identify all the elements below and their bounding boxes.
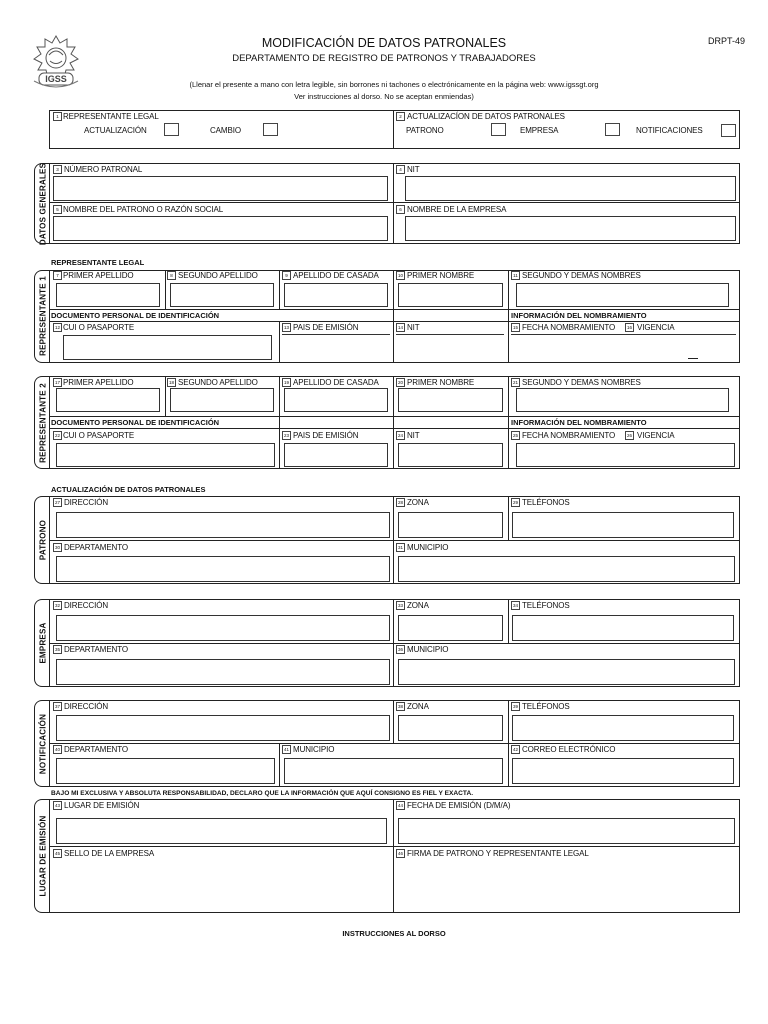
- notificacion-municipio-input[interactable]: [284, 758, 503, 784]
- field-number-23: 23: [283, 433, 289, 438]
- footer-instrucciones: INSTRUCCIONES AL DORSO: [342, 929, 446, 938]
- form-code: DRPT-49: [708, 36, 746, 46]
- form-title: MODIFICACIÓN DE DATOS PATRONALES: [261, 36, 507, 50]
- field-number-4: 4: [396, 165, 405, 174]
- rep1-pais-label: PAIS DE EMISIÓN: [293, 323, 359, 332]
- rep1-pais-input[interactable]: [282, 334, 390, 361]
- field-number-38: 38: [397, 704, 403, 709]
- patrono-municipio-label: MUNICIPIO: [407, 543, 449, 552]
- field-number-41: 41: [283, 747, 289, 752]
- field-number-34: 34: [512, 603, 518, 608]
- rep1-primer-apellido-input[interactable]: [56, 283, 160, 307]
- cambio-label: CAMBIO: [210, 126, 241, 135]
- rep1-nit-label: NIT: [407, 323, 420, 332]
- empresa-direccion-input[interactable]: [56, 615, 390, 641]
- lugar-emision-label: LUGAR DE EMISIÓN: [64, 801, 140, 810]
- empresa-municipio-input[interactable]: [398, 659, 735, 685]
- rep2-doc-heading: DOCUMENTO PERSONAL DE IDENTIFICACIÓN: [51, 418, 220, 427]
- field-number-6: 6: [396, 205, 405, 214]
- rep1-vigencia-input[interactable]: [626, 334, 736, 361]
- rep1-segundo-nombres-label: SEGUNDO Y DEMÁS NOMBRES: [522, 271, 641, 280]
- field-number-3: 3: [53, 165, 62, 174]
- rep2-cui-input[interactable]: [56, 443, 275, 467]
- rep2-apellido-casada-label: APELLIDO DE CASADA: [293, 378, 379, 387]
- field-number-15: 15: [512, 325, 518, 330]
- patrono-zona-input[interactable]: [398, 512, 503, 538]
- empresa-side-label: EMPRESA: [38, 622, 48, 664]
- act-datos-label: ACTUALIZACÍON DE DATOS PATRONALES: [407, 112, 565, 121]
- patrono-direccion-input[interactable]: [56, 512, 390, 538]
- empresa-option-label: EMPRESA: [520, 126, 559, 135]
- rep2-primer-nombre-input[interactable]: [398, 388, 503, 412]
- field-number-35: 35: [54, 647, 60, 652]
- rep1-info-heading: INFORMACIÓN DEL NOMBRAMIENTO: [511, 311, 647, 320]
- patrono-municipio-input[interactable]: [398, 556, 735, 582]
- nit-label: NIT: [407, 165, 420, 174]
- empresa-zona-label: ZONA: [407, 601, 429, 610]
- fecha-emision-label: FECHA DE EMISIÓN (D/M/A): [407, 801, 511, 810]
- nombre-patrono-input[interactable]: [53, 216, 388, 241]
- notificacion-direccion-label: DIRECCIÓN: [64, 702, 108, 711]
- nit-input[interactable]: [405, 176, 736, 201]
- empresa-departamento-input[interactable]: [56, 659, 390, 685]
- rep1-segundo-apellido-label: SEGUNDO APELLIDO: [178, 271, 258, 280]
- rep1-primer-nombre-input[interactable]: [398, 283, 503, 307]
- patrono-telefonos-input[interactable]: [512, 512, 734, 538]
- notificacion-telefonos-input[interactable]: [512, 715, 734, 741]
- field-number-13: 13: [283, 325, 289, 330]
- rep2-primer-nombre-label: PRIMER NOMBRE: [407, 378, 475, 387]
- field-number-45: 45: [54, 851, 60, 856]
- empresa-zona-input[interactable]: [398, 615, 503, 641]
- notificacion-departamento-label: DEPARTAMENTO: [64, 745, 128, 754]
- rep2-vigencia-label: VIGENCIA: [637, 431, 675, 440]
- rep1-segundo-apellido-input[interactable]: [170, 283, 274, 307]
- numero-patronal-label: NÚMERO PATRONAL: [64, 165, 143, 174]
- rep2-info-heading: INFORMACIÓN DEL NOMBRAMIENTO: [511, 418, 647, 427]
- rep1-apellido-casada-label: APELLIDO DE CASADA: [293, 271, 379, 280]
- notificacion-departamento-input[interactable]: [56, 758, 275, 784]
- field-number-25: 25: [512, 433, 518, 438]
- declaracion-text: BAJO MI EXCLUSIVA Y ABSOLUTA RESPONSABILIDAD, DECLARO QUE LA INFORMACIÓN QUE AQUÍ CONSIGNO ES FIEL Y EXACTA.: [51, 790, 474, 797]
- notificacion-correo-label: CORREO ELECTRÓNICO: [522, 745, 616, 754]
- patrono-departamento-input[interactable]: [56, 556, 390, 582]
- actualizacion-checkbox[interactable]: [164, 123, 179, 136]
- numero-patronal-input[interactable]: [53, 176, 388, 201]
- rep1-nit-input[interactable]: [396, 334, 504, 361]
- field-number-19: 19: [283, 380, 289, 385]
- field-number-46: 46: [397, 851, 403, 856]
- notificacion-direccion-input[interactable]: [56, 715, 390, 741]
- field-number-33: 33: [397, 603, 403, 608]
- field-number-9: 9: [282, 271, 291, 280]
- field-number-17: 17: [54, 380, 60, 385]
- rep2-segundo-nombres-input[interactable]: [516, 388, 729, 412]
- rep2-segundo-apellido-input[interactable]: [170, 388, 274, 412]
- patrono-option-label: PATRONO: [406, 126, 444, 135]
- patrono-side-label: PATRONO: [38, 519, 48, 561]
- rep2-primer-apellido-input[interactable]: [56, 388, 160, 412]
- notificacion-correo-input[interactable]: [512, 758, 734, 784]
- rep1-cui-label: CUI O PASAPORTE: [63, 323, 135, 332]
- field-number-7: 7: [53, 271, 62, 280]
- nombre-empresa-input[interactable]: [405, 216, 736, 241]
- field-number-31: 31: [397, 545, 403, 550]
- empresa-telefonos-input[interactable]: [512, 615, 734, 641]
- instructions-line-2: Ver instrucciones al dorso. No se aceptan enmiendas): [294, 92, 474, 101]
- field-number-28: 28: [397, 500, 403, 505]
- field-number-21: 21: [512, 380, 518, 385]
- instructions-line-1: (Llenar el presente a mano con letra legible, sin borrones ni tachones o electrónicamente en la página web: www.igssgt.org: [189, 80, 599, 89]
- field-number-12: 12: [54, 325, 60, 330]
- rep1-apellido-casada-input[interactable]: [284, 283, 388, 307]
- rep1-primer-nombre-label: PRIMER NOMBRE: [407, 271, 475, 280]
- rep1-side-label: REPRESENTANTE 1: [38, 276, 48, 356]
- field-number-39: 39: [512, 704, 518, 709]
- field-number-18: 18: [168, 380, 174, 385]
- fecha-emision-input[interactable]: [398, 818, 735, 844]
- field-number-44: 44: [397, 803, 403, 808]
- notificacion-zona-label: ZONA: [407, 702, 429, 711]
- field-number-5: 5: [53, 205, 62, 214]
- field-number-8: 8: [167, 271, 176, 280]
- representante-legal-heading: REPRESENTANTE LEGAL: [51, 258, 145, 267]
- empresa-direccion-label: DIRECCIÓN: [64, 601, 108, 610]
- field-number-27: 27: [54, 500, 60, 505]
- patrono-zona-label: ZONA: [407, 498, 429, 507]
- notificacion-municipio-label: MUNICIPIO: [293, 745, 335, 754]
- notificaciones-checkbox[interactable]: [721, 124, 736, 137]
- lugar-emision-input[interactable]: [56, 818, 387, 844]
- field-number-20: 20: [397, 380, 403, 385]
- sello-empresa-area[interactable]: [52, 860, 390, 910]
- field-number-10: 10: [397, 273, 403, 278]
- empresa-telefonos-label: TELÉFONOS: [522, 601, 570, 610]
- field-number-29: 29: [512, 500, 518, 505]
- field-number-14: 14: [397, 325, 403, 330]
- notificacion-zona-input[interactable]: [398, 715, 503, 741]
- rep2-segundo-apellido-label: SEGUNDO APELLIDO: [178, 378, 258, 387]
- field-number-30: 30: [54, 545, 60, 550]
- firma-area[interactable]: [396, 860, 736, 910]
- rep2-fecha-nombramiento-label: FECHA NOMBRAMIENTO: [522, 431, 616, 440]
- field-number-26: 26: [626, 433, 632, 438]
- field-number-42: 42: [512, 747, 518, 752]
- logo-text: IGSS: [45, 74, 67, 84]
- rep2-nit-label: NIT: [407, 431, 420, 440]
- notificacion-telefonos-label: TELÉFONOS: [522, 702, 570, 711]
- rep2-segundo-nombres-label: SEGUNDO Y DEMAS NOMBRES: [522, 378, 641, 387]
- rep1-segundo-nombres-input[interactable]: [516, 283, 729, 307]
- rep2-fecha-vigencia-input[interactable]: [516, 443, 735, 467]
- nombre-empresa-label: NOMBRE DE LA EMPRESA: [407, 205, 507, 214]
- emision-side-label: LUGAR DE EMISIÓN: [38, 815, 48, 897]
- rep2-pais-label: PAIS DE EMISIÓN: [293, 431, 359, 440]
- field-number-40: 40: [54, 747, 60, 752]
- field-number-32: 32: [54, 603, 60, 608]
- rep1-fecha-nombramiento-input[interactable]: [511, 334, 626, 361]
- rep1-cui-input[interactable]: [63, 335, 272, 360]
- cambio-checkbox[interactable]: [263, 123, 278, 136]
- patrono-checkbox[interactable]: [491, 123, 506, 136]
- patrono-telefonos-label: TELÉFONOS: [522, 498, 570, 507]
- empresa-departamento-label: DEPARTAMENTO: [64, 645, 128, 654]
- field-number-1: 1: [53, 112, 62, 121]
- rep1-primer-apellido-label: PRIMER APELLIDO: [63, 271, 134, 280]
- patrono-direccion-label: DIRECCIÓN: [64, 498, 108, 507]
- datos-generales-side-label: DATOS GENERALES: [38, 162, 48, 246]
- rep2-pais-input[interactable]: [284, 443, 388, 467]
- rep2-nit-input[interactable]: [398, 443, 503, 467]
- nombre-patrono-label: NOMBRE DEL PATRONO O RAZÓN SOCIAL: [63, 205, 224, 214]
- field-number-11: 11: [511, 271, 520, 280]
- field-number-24: 24: [397, 433, 403, 438]
- sello-empresa-label: SELLO DE LA EMPRESA: [64, 849, 155, 858]
- notificaciones-option-label: NOTIFICACIONES: [636, 126, 703, 135]
- rep-legal-label: REPRESENTANTE LEGAL: [63, 112, 159, 121]
- field-number-43: 43: [54, 803, 60, 808]
- field-number-22: 22: [54, 433, 60, 438]
- rep1-fecha-nombramiento-label: FECHA NOMBRAMIENTO: [522, 323, 616, 332]
- empresa-checkbox[interactable]: [605, 123, 620, 136]
- rep1-vigencia-label: VIGENCIA: [637, 323, 675, 332]
- patrono-departamento-label: DEPARTAMENTO: [64, 543, 128, 552]
- rep2-cui-label: CUI O PASAPORTE: [63, 431, 135, 440]
- form-subtitle: DEPARTAMENTO DE REGISTRO DE PATRONOS Y TRABAJADORES: [232, 53, 536, 64]
- actualizacion-label: ACTUALIZACIÓN: [84, 126, 147, 135]
- empresa-municipio-label: MUNICIPIO: [407, 645, 449, 654]
- field-number-37: 37: [54, 704, 60, 709]
- firma-label: FIRMA DE PATRONO Y REPRESENTANTE LEGAL: [407, 849, 589, 858]
- actualizacion-heading: ACTUALIZACIÓN DE DATOS PATRONALES: [51, 485, 206, 494]
- field-number-16: 16: [626, 325, 632, 330]
- rep2-primer-apellido-label: PRIMER APELLIDO: [63, 378, 134, 387]
- field-number-2: 2: [396, 112, 405, 121]
- rep2-apellido-casada-input[interactable]: [284, 388, 388, 412]
- field-number-36: 36: [397, 647, 403, 652]
- notificacion-side-label: NOTIFICACIÓN: [38, 713, 48, 775]
- rep2-side-label: REPRESENTANTE 2: [38, 383, 48, 463]
- rep1-doc-heading: DOCUMENTO PERSONAL DE IDENTIFICACIÓN: [51, 311, 220, 320]
